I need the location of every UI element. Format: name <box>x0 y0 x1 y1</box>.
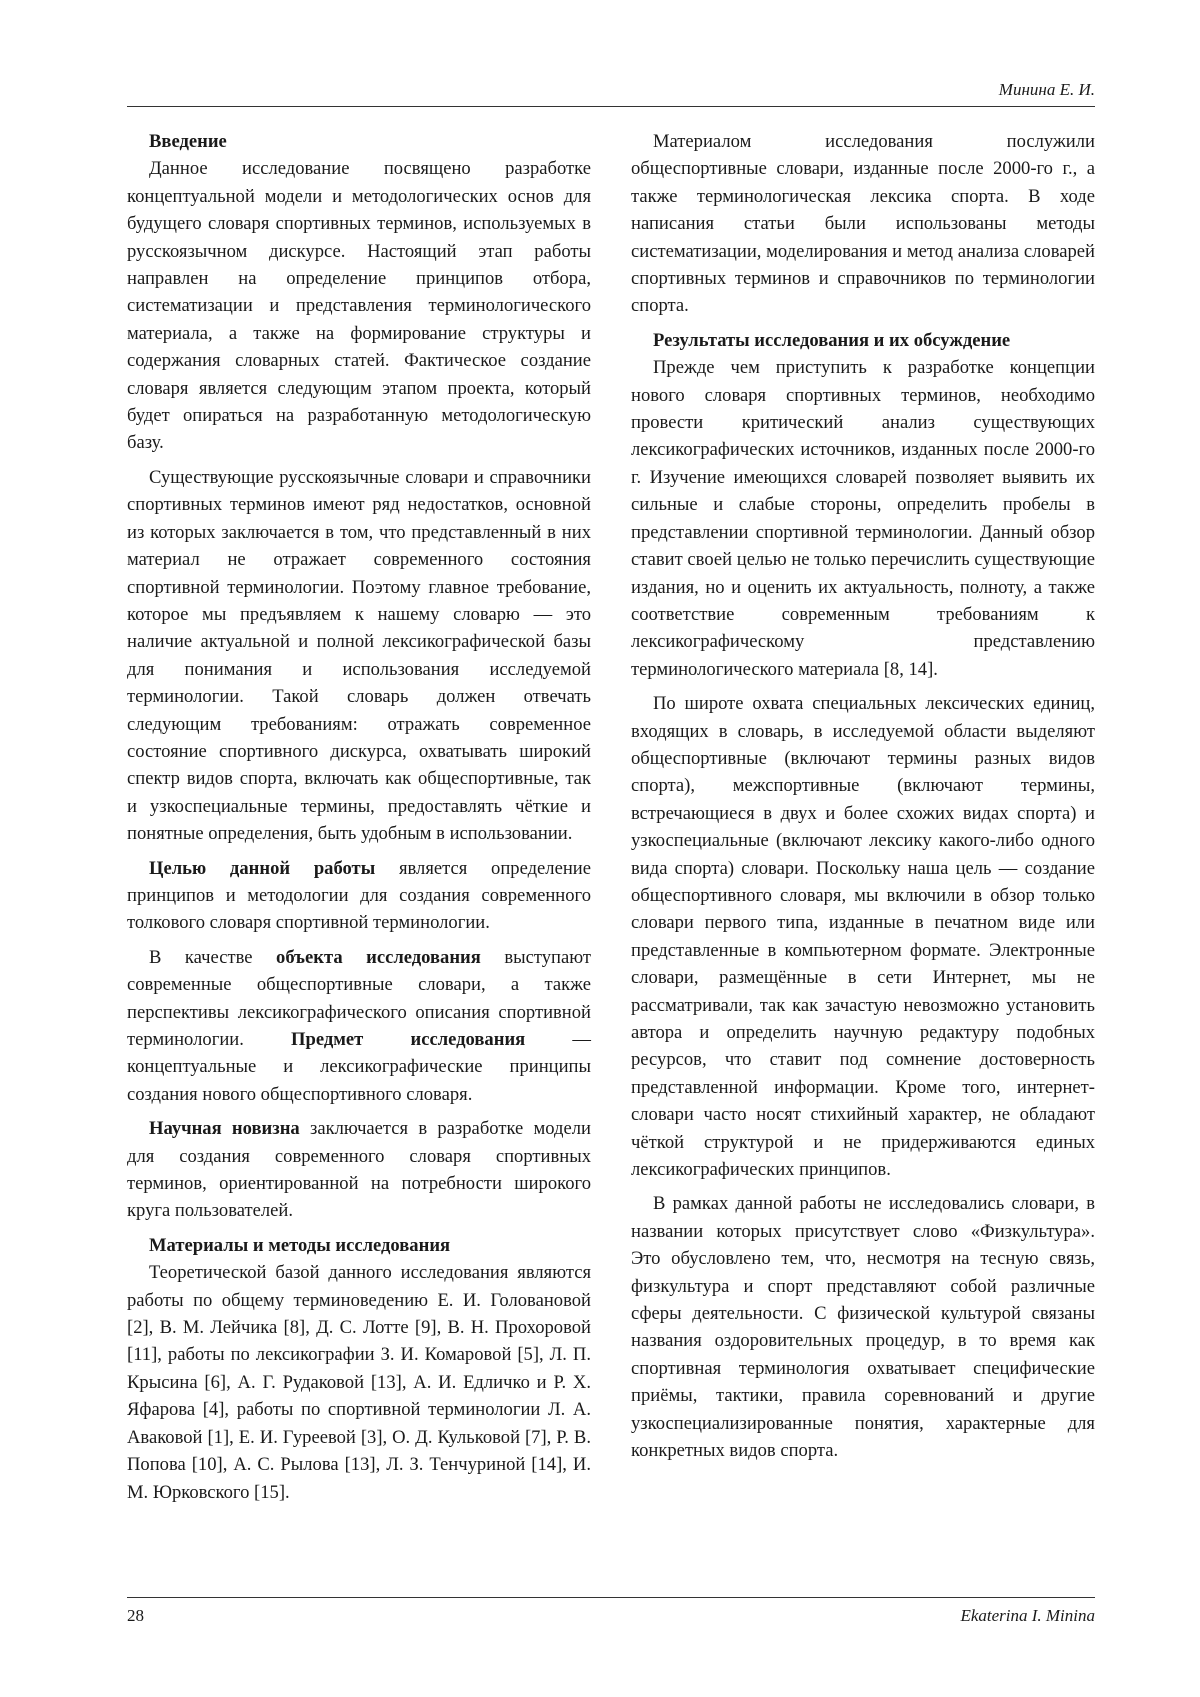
paragraph: Прежде чем приступить к разработке концепции нового словаря спортивных терминов, необходимо провести критический анализ существующих лексикографических источников, изданных после 2000-го г. Изучение имеющихся словарей позволяет выявить их сильные и слабые стороны, определить пробелы в представлении спортивной терминологии. Данный обзор ставит своей целью не только перечислить существующие издания, но и оценить их актуальность, полноту, а также соответствие современным требованиям к лексикографическому представлению терминологического материала [8, 14]. <box>631 357 1095 680</box>
running-header <box>127 78 1095 107</box>
paragraph: В рамках данной работы не исследовались словари, в названии которых присутствует слово «Физкультура». Это обусловлено тем, что, несмотря на тесную связь, физкультура и спорт представляют собой различные сферы деятельности. С физической культурой связаны названия оздоровительных процедур, в то время как спортивная терминология охватывает специфические приёмы, тактики, правила соревнований и другие узкоспециализированные понятия, характерные для конкретных видов спорта. <box>631 1193 1095 1462</box>
paragraph: Материалом исследования послужили общеспортивные словари, изданные после 2000-го г., а также терминологическая лексика спорта. В ходе написания статьи были использованы методы систематизации, моделирования и метод анализа словарей спортивных терминов и справочников по терминологии спорта. <box>631 131 1095 317</box>
paragraph-object: В качестве объекта исследования выступают современные общеспортивные словари, а также перспективы лексикографического описания спортивной терминологии. Предмет исследования — концептуальные и лексикографические принципы создания нового общеспортивного словаря. <box>127 946 591 1105</box>
paragraph: Существующие русскоязычные словари и справочники спортивных терминов имеют ряд недостатков, основной из которых заключается в том, что представленный в них материал не отражает современного состояния спортивной терминологии. Поэтому главное требование, которое мы предъявляем к нашему словарю — это наличие актуальной и полной лексикографической базы для понимания и использования исследуемой терминологии. Такой словарь должен отвечать следующим требованиям: отражать современное состояние спортивного дискурса, охватывать широкий спектр видов спорта, включать как общеспортивные, так и узкоспециальные термины, предоставлять чёткие и понятные определения, быть удобным в использовании. <box>127 466 591 845</box>
section-heading-introduction: Введение <box>149 131 227 152</box>
bold-term: Целью данной работы <box>149 857 376 879</box>
section-heading-results: Результаты исследования и их обсуждение <box>653 329 1011 351</box>
page-number: 28 <box>127 1606 144 1625</box>
paragraph-goal: Целью данной работы является определение принципов и методологии для создания современного толкового словаря спортивной терминологии. <box>127 857 591 934</box>
paragraph: Данное исследование посвящено разработке концептуальной модели и методологических основ для будущего словаря спортивных терминов, используемых в русскоязычном дискурсе. Настоящий этап работы направлен на определение принципов отбора, систематизации и представления терминологического материала, а также на формирование структуры и содержания словарных статей. Фактическое создание словаря является следующим этапом проекта, который будет опираться на разработанную методологическую базу. <box>127 158 591 454</box>
paragraph-novelty: Научная новизна заключается в разработке модели для создания современного словаря спортивных терминов, ориентированной на потребности широкого круга пользователей. <box>127 1118 591 1222</box>
bold-term: Предмет исследования <box>291 1029 526 1050</box>
left-column <box>127 128 591 1513</box>
paragraph: Теоретической базой данного исследования являются работы по общему терминоведению Е. И. Головановой [2], В. М. Лейчика [8], Д. С. Лотте [9], В. Н. Прохоровой [11], работы по лексикографии З. И. Комаровой [5], Л. П. Крысина [6], А. Г. Рудаковой [13], А. И. Едличко и Р. Х. Яфарова [4], работы по спортивной терминологии Л. А. Аваковой [1], Е. И. Гуреевой [3], О. Д. Кульковой [7], Р. В. Попова [10], А. С. Рылова [13], Л. З. Тенчуриной [14], И. М. Юрковского [15]. <box>127 1262 591 1503</box>
paragraph: По широте охвата специальных лексических единиц, входящих в словарь, в исследуемой области выделяют общеспортивные (включают термины разных видов спорта), межспортивные (включают термины, встречающиеся в двух и более схожих видах спорта) и узкоспециальные (включают лексику какого-либо одного вида спорта) словари. Поскольку наша цель — создание общеспортивного словаря, мы включили в обзор только словари первого типа, изданные в печатном виде или представленные в компьютерном формате. Электронные словари, размещённые в сети Интернет, мы не рассматривали, так как зачастую невозможно установить автора и определить научную редактуру подобных ресурсов, что ставит под сомнение достоверность представленной информации. Кроме того, интернет-словари часто носят стихийный характер, не обладают чёткой структурой и не придерживаются единых лексикографических принципов. <box>631 693 1095 1181</box>
section-heading-methods: Материалы и методы исследования <box>149 1234 451 1256</box>
right-column <box>631 128 1095 1472</box>
bold-term: Научная новизна <box>149 1118 300 1140</box>
running-footer <box>127 1597 1095 1624</box>
footer-author: Ekaterina I. Minina <box>960 1606 1095 1625</box>
header-author: Минина Е. И. <box>998 80 1095 99</box>
bold-term: объекта исследования <box>276 946 481 968</box>
